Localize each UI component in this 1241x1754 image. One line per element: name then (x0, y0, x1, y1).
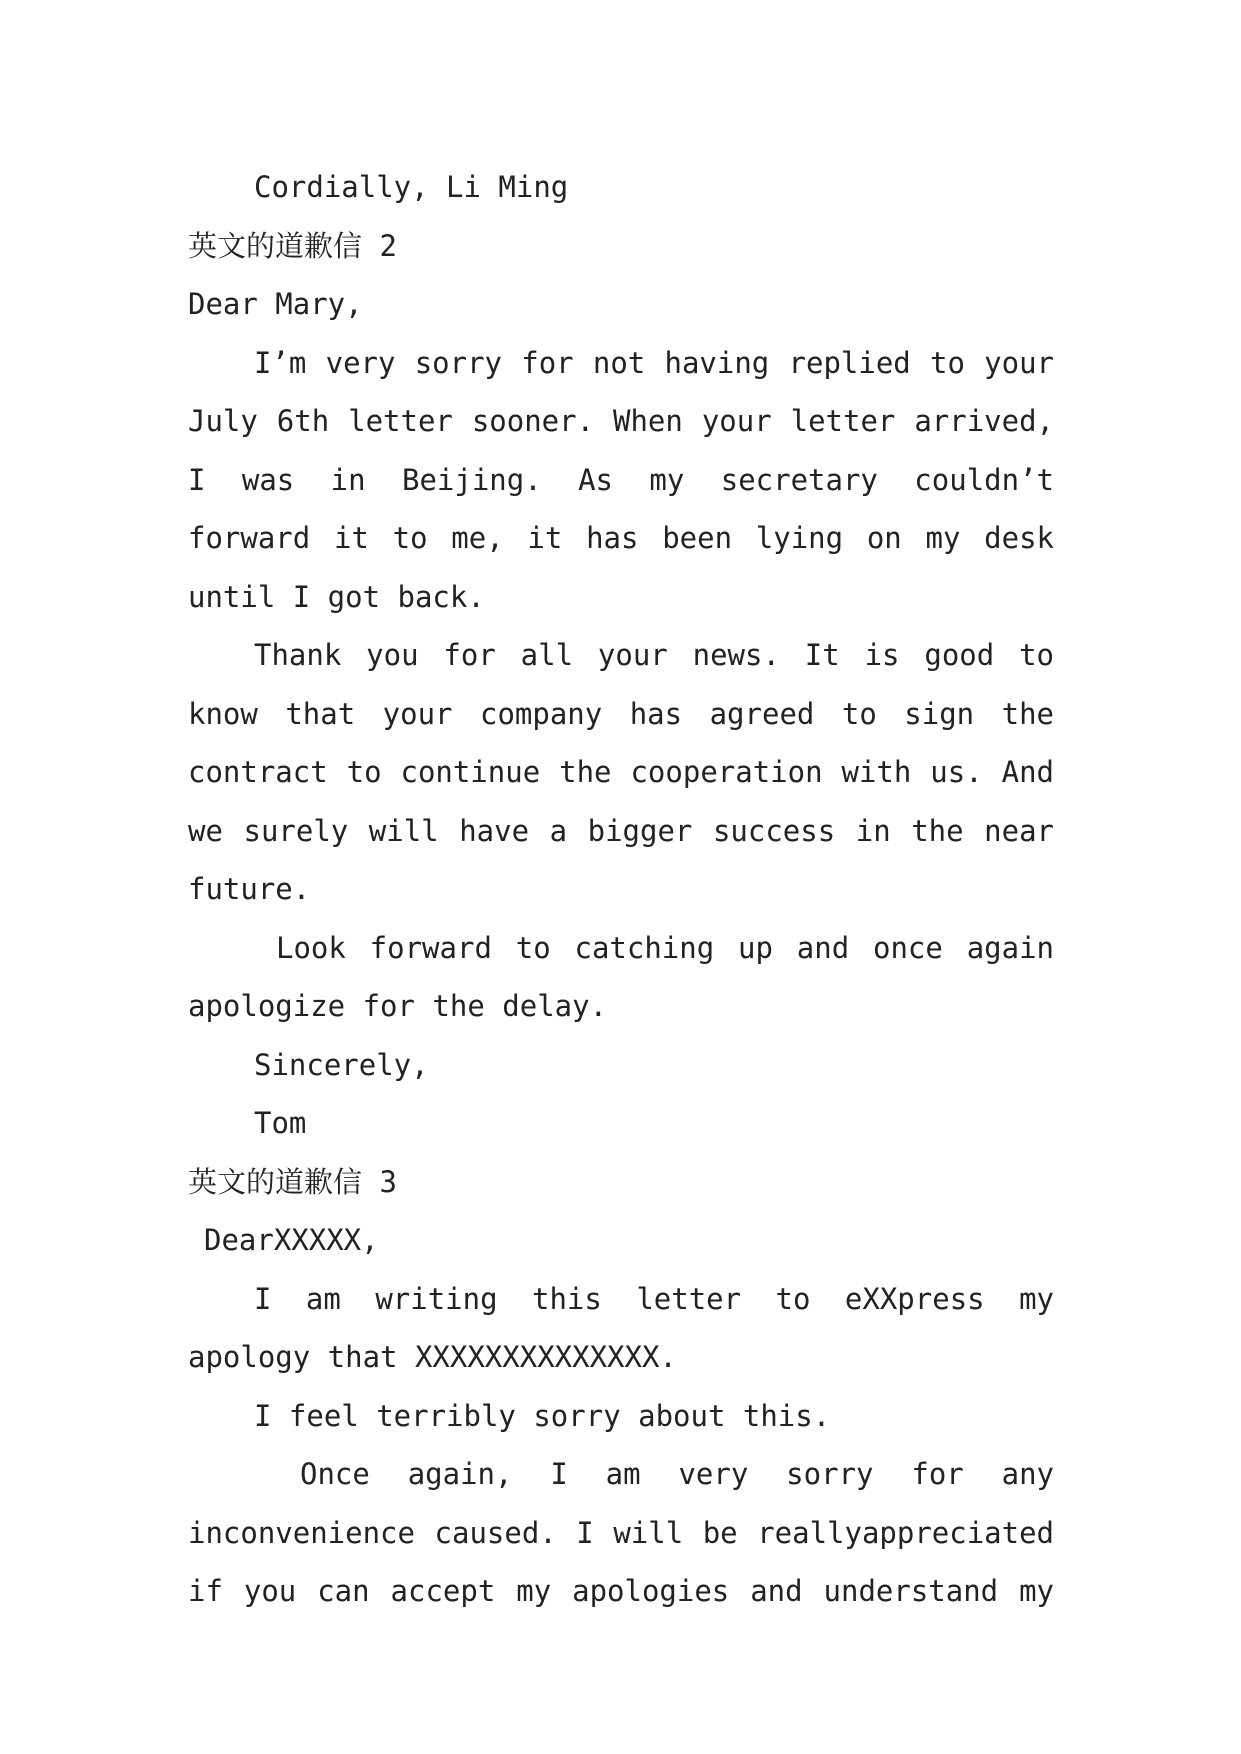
closing-line-1: Cordially, Li Ming (254, 170, 569, 204)
section-heading-3: 英文的道歉信 3 (188, 1164, 397, 1199)
salutation-2: Dear Mary, (188, 287, 363, 321)
letter-2-closing: Sincerely, (254, 1047, 429, 1082)
letter-2-paragraph-3: Look forward to catching up and once again apologize for the delay. (188, 930, 1054, 1023)
section-heading-2: 英文的道歉信 2 (188, 228, 397, 263)
letter-2-paragraph-1: I’m very sorry for not having replied to your July 6th letter sooner. When your letter arrived, I was in Beijing. As my secretary couldn’t forward it to me, it has been lying on my desk until I got back. (188, 345, 1054, 614)
letter-2-signature: Tom (254, 1106, 307, 1140)
letter-3-paragraph-3: Once again, I am very sorry for any inconvenience caused. I will be reallyappreciated if you can accept my apologies and understand my (188, 1457, 1054, 1608)
document-body (188, 158, 1054, 1621)
letter-2-paragraph-2: Thank you for all your news. It is good to know that your company has agreed to sign the contract to continue the cooperation with us. And we surely will have a bigger success in the near future. (188, 638, 1054, 906)
letter-3-paragraph-2: I feel terribly sorry about this. (254, 1398, 831, 1433)
letter-3-paragraph-1: I am writing this letter to eXXpress my apology that XXXXXXXXXXXXXX. (188, 1281, 1054, 1374)
salutation-3: DearXXXXX, (204, 1223, 379, 1257)
